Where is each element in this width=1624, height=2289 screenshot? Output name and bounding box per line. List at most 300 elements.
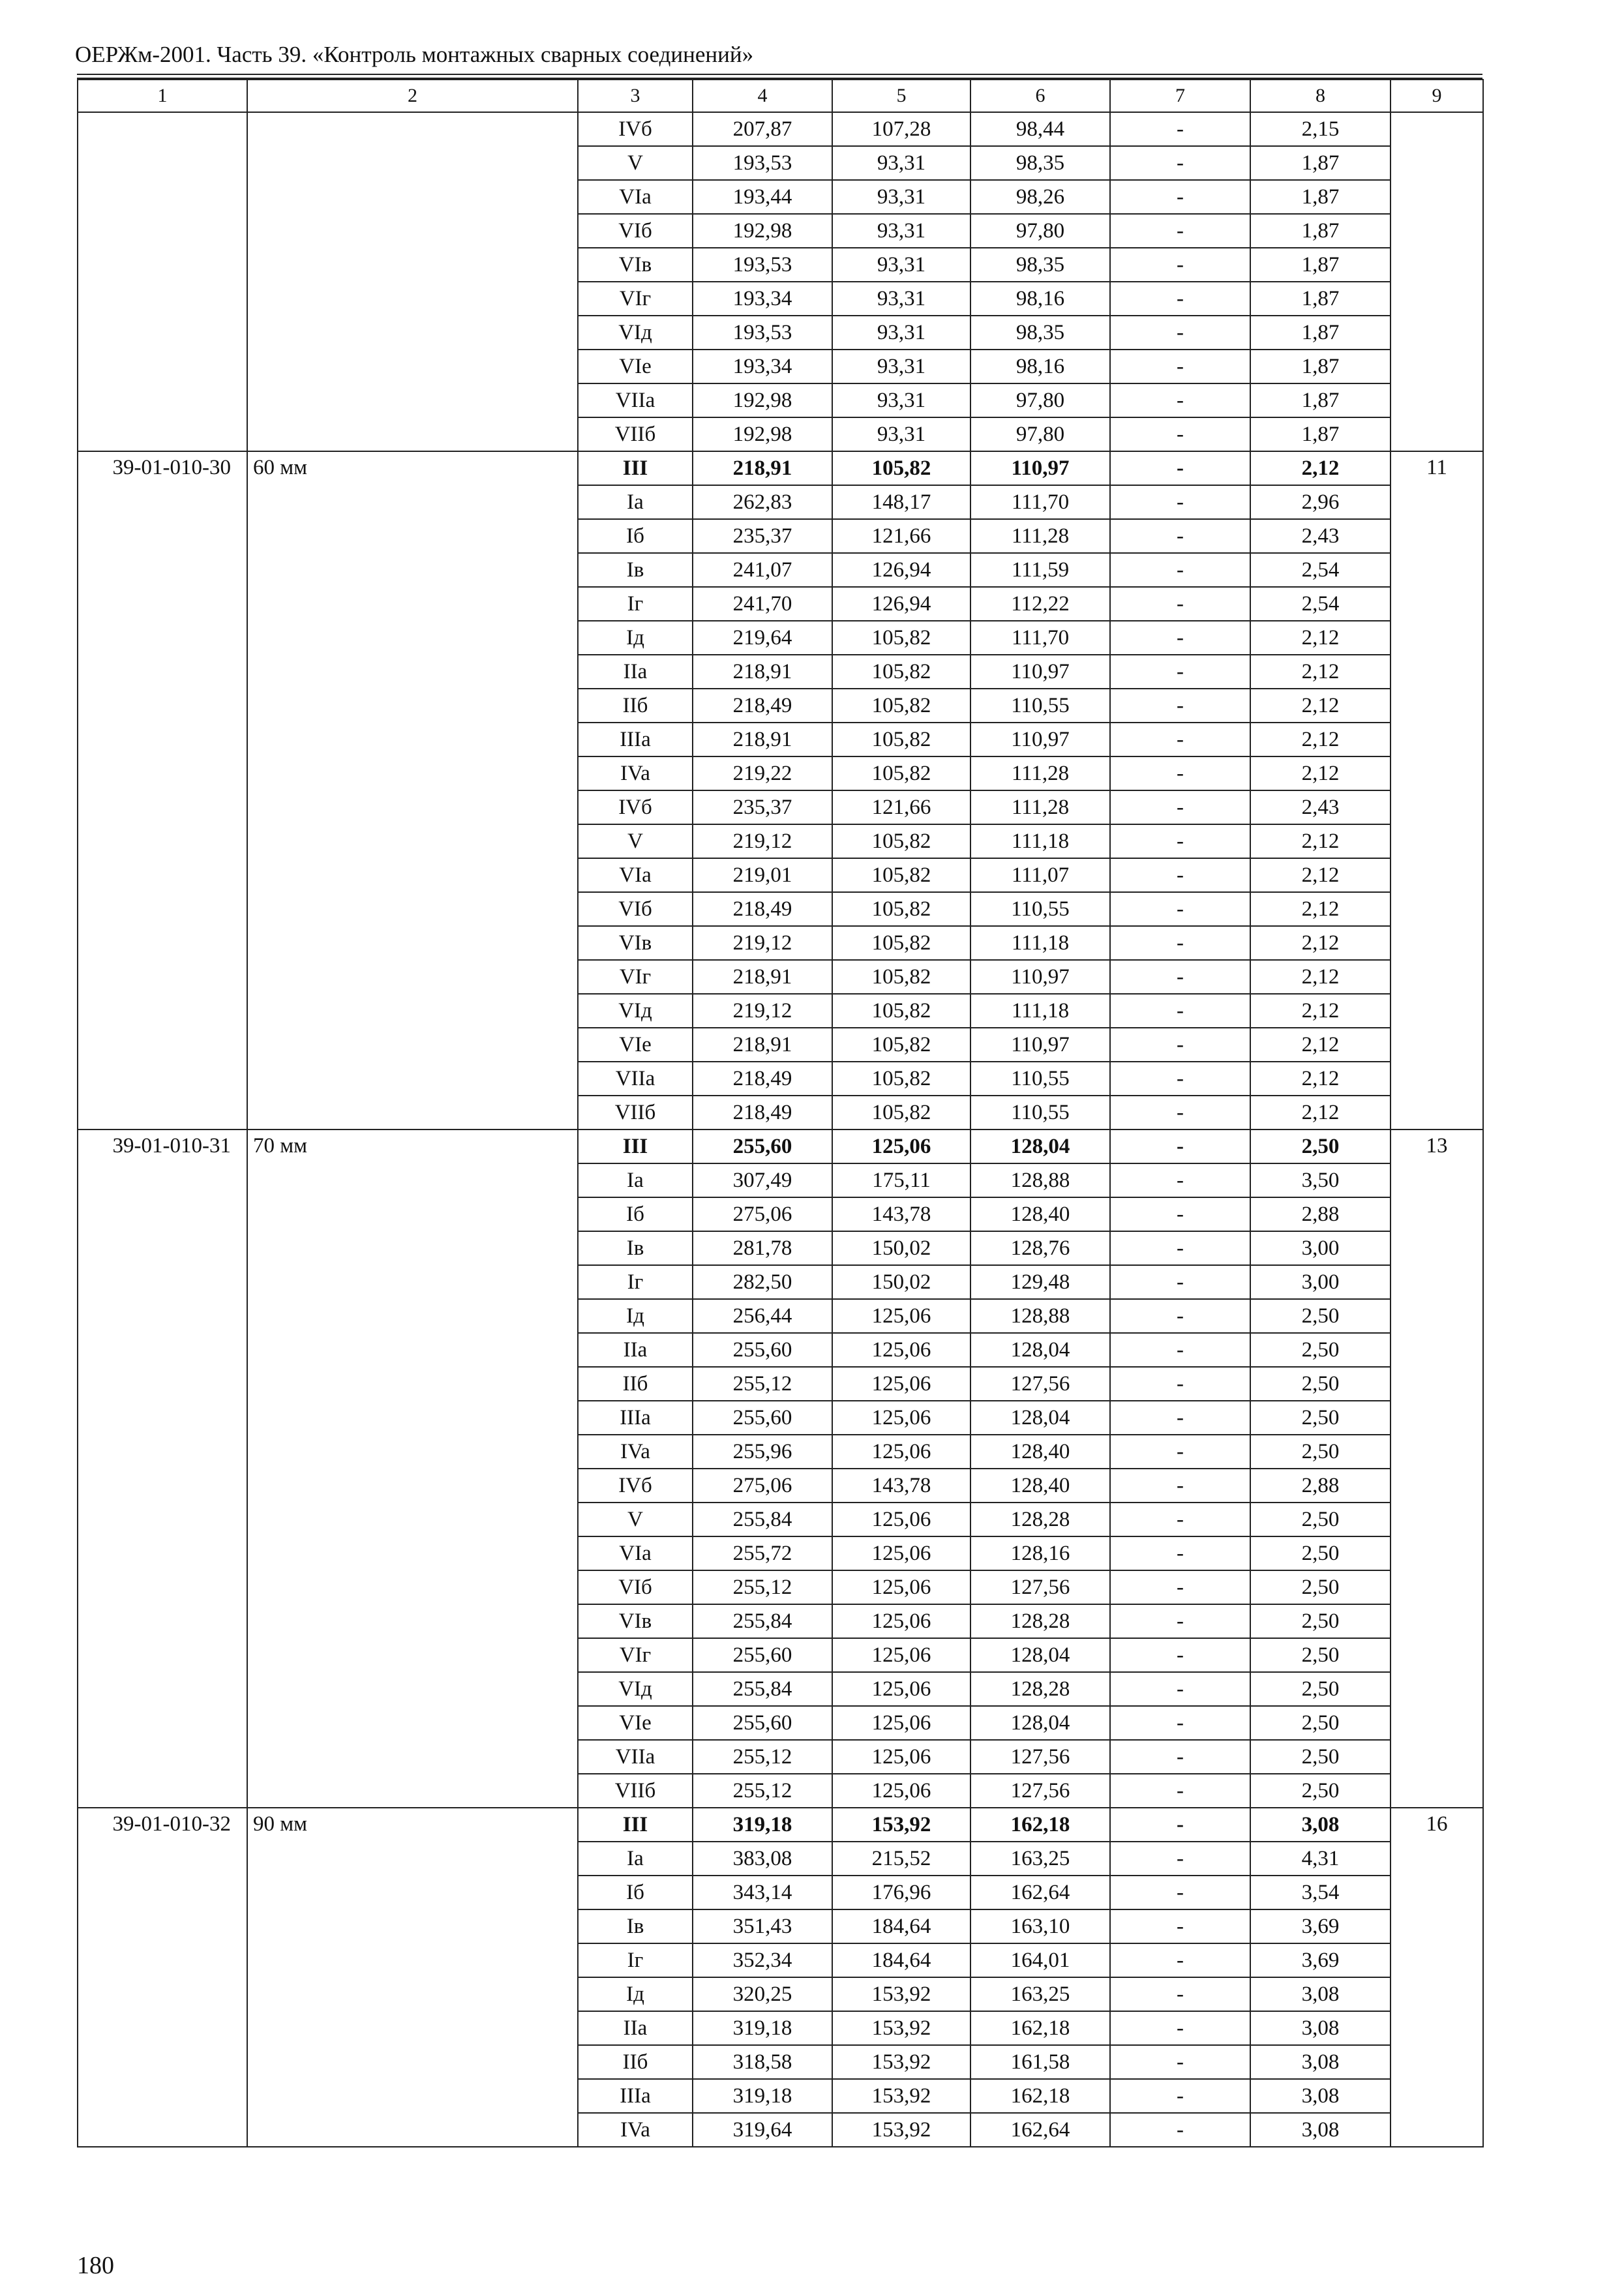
labor-cost-cell: 125,06 [832,1570,970,1604]
labor-cost-cell: 125,06 [832,1706,970,1740]
labor-cost-cell: 143,78 [832,1197,970,1231]
diameter-label: 90 мм [247,1808,578,2147]
machine-cost-cell: 110,55 [970,892,1110,926]
labor-hours-cell: 1,87 [1250,316,1391,350]
category-cell: VIe [578,1706,693,1740]
labor-hours-cell: 3,50 [1250,1163,1391,1197]
machine-cost-cell: 162,64 [970,2113,1110,2147]
rate-code [78,112,247,451]
category-cell: IVб [578,790,693,824]
category-cell: Iг [578,587,693,621]
category-cell: VIa [578,858,693,892]
table-body [78,80,1483,2147]
materials-cost-cell: - [1110,689,1250,723]
total-cost-cell: 219,22 [693,756,832,790]
category-cell: VIIa [578,1740,693,1774]
machine-cost-cell: 98,16 [970,350,1110,383]
category-cell: Ia [578,1163,693,1197]
labor-hours-cell: 2,54 [1250,587,1391,621]
category-cell: VIб [578,1570,693,1604]
labor-hours-cell: 3,08 [1250,2045,1391,2079]
labor-cost-cell: 125,06 [832,1604,970,1638]
materials-cost-cell: - [1110,2045,1250,2079]
labor-hours-cell: 2,50 [1250,1299,1391,1333]
labor-hours-cell: 2,50 [1250,1536,1391,1570]
header-rule-top [77,74,1482,75]
labor-cost-cell: 125,06 [832,1740,970,1774]
machine-cost-cell: 111,70 [970,485,1110,519]
column-number-9: 9 [1391,80,1483,112]
labor-cost-cell: 105,82 [832,621,970,655]
total-cost-cell: 255,12 [693,1740,832,1774]
total-cost-cell: 192,98 [693,214,832,248]
materials-cost-cell: - [1110,1096,1250,1130]
category-cell: VIIa [578,1062,693,1096]
total-cost-cell: 320,25 [693,1977,832,2011]
labor-cost-cell: 105,82 [832,1062,970,1096]
labor-hours-cell: 2,50 [1250,1401,1391,1435]
machine-cost-cell: 162,18 [970,2079,1110,2113]
labor-hours-cell: 1,87 [1250,180,1391,214]
total-cost-cell: 241,70 [693,587,832,621]
materials-cost-cell: - [1110,519,1250,553]
category-cell: IIa [578,655,693,689]
materials-cost-cell: - [1110,1197,1250,1231]
materials-cost-cell: - [1110,146,1250,180]
materials-cost-cell: - [1110,1638,1250,1672]
labor-hours-cell: 4,31 [1250,1842,1391,1876]
machine-cost-cell: 128,16 [970,1536,1110,1570]
total-cost-cell: 255,12 [693,1570,832,1604]
machine-cost-cell: 98,35 [970,248,1110,282]
labor-hours-cell: 2,50 [1250,1367,1391,1401]
materials-cost-cell: - [1110,587,1250,621]
weight-cell: 16 [1391,1808,1483,2147]
materials-cost-cell: - [1110,1570,1250,1604]
materials-cost-cell: - [1110,248,1250,282]
materials-cost-cell: - [1110,892,1250,926]
labor-cost-cell: 125,06 [832,1774,970,1808]
labor-cost-cell: 125,06 [832,1503,970,1536]
total-cost-cell: 218,49 [693,1062,832,1096]
total-cost-cell: 193,34 [693,350,832,383]
total-cost-cell: 193,53 [693,316,832,350]
labor-cost-cell: 148,17 [832,485,970,519]
machine-cost-cell: 110,97 [970,723,1110,756]
category-cell: Iг [578,1943,693,1977]
category-cell: VIIб [578,1096,693,1130]
category-cell: VIв [578,1604,693,1638]
machine-cost-cell: 97,80 [970,417,1110,451]
category-cell: VIe [578,1028,693,1062]
labor-cost-cell: 150,02 [832,1231,970,1265]
labor-hours-cell: 2,12 [1250,655,1391,689]
machine-cost-cell: 128,04 [970,1401,1110,1435]
materials-cost-cell: - [1110,1299,1250,1333]
labor-hours-cell: 2,50 [1250,1672,1391,1706]
labor-hours-cell: 1,87 [1250,383,1391,417]
materials-cost-cell: - [1110,1604,1250,1638]
materials-cost-cell: - [1110,451,1250,485]
materials-cost-cell: - [1110,1231,1250,1265]
materials-cost-cell: - [1110,1028,1250,1062]
labor-hours-cell: 2,12 [1250,689,1391,723]
labor-cost-cell: 125,06 [832,1130,970,1163]
machine-cost-cell: 97,80 [970,214,1110,248]
labor-hours-cell: 2,88 [1250,1197,1391,1231]
total-cost-cell: 218,49 [693,689,832,723]
machine-cost-cell: 110,97 [970,655,1110,689]
labor-cost-cell: 105,82 [832,689,970,723]
total-cost-cell: 218,49 [693,892,832,926]
machine-cost-cell: 111,18 [970,824,1110,858]
labor-hours-cell: 2,96 [1250,485,1391,519]
materials-cost-cell: - [1110,316,1250,350]
labor-hours-cell: 1,87 [1250,350,1391,383]
total-cost-cell: 281,78 [693,1231,832,1265]
labor-hours-cell: 2,50 [1250,1706,1391,1740]
page-number: 180 [77,2252,114,2279]
labor-hours-cell: 2,54 [1250,553,1391,587]
machine-cost-cell: 128,40 [970,1197,1110,1231]
materials-cost-cell: - [1110,621,1250,655]
machine-cost-cell: 128,88 [970,1163,1110,1197]
labor-cost-cell: 125,06 [832,1333,970,1367]
total-cost-cell: 255,96 [693,1435,832,1469]
category-cell: Iв [578,553,693,587]
total-cost-cell: 192,98 [693,383,832,417]
labor-cost-cell: 125,06 [832,1435,970,1469]
labor-hours-cell: 1,87 [1250,248,1391,282]
category-cell: VIв [578,248,693,282]
labor-cost-cell: 105,82 [832,994,970,1028]
category-cell: Iв [578,1231,693,1265]
labor-hours-cell: 2,43 [1250,790,1391,824]
labor-cost-cell: 121,66 [832,790,970,824]
labor-hours-cell: 2,12 [1250,1062,1391,1096]
labor-cost-cell: 176,96 [832,1876,970,1909]
category-cell: VIв [578,926,693,960]
column-number-8: 8 [1250,80,1391,112]
labor-hours-cell: 2,50 [1250,1130,1391,1163]
labor-hours-cell: 2,43 [1250,519,1391,553]
total-cost-cell: 255,60 [693,1130,832,1163]
machine-cost-cell: 112,22 [970,587,1110,621]
labor-cost-cell: 184,64 [832,1943,970,1977]
category-cell: IIб [578,1367,693,1401]
category-cell: IIa [578,2011,693,2045]
total-cost-cell: 219,12 [693,994,832,1028]
total-cost-cell: 255,60 [693,1333,832,1367]
weight-cell [1391,112,1483,451]
labor-hours-cell: 2,12 [1250,1096,1391,1130]
labor-hours-cell: 3,08 [1250,1977,1391,2011]
labor-cost-cell: 153,92 [832,2079,970,2113]
total-cost-cell: 275,06 [693,1197,832,1231]
machine-cost-cell: 128,40 [970,1469,1110,1503]
category-cell: Iв [578,1909,693,1943]
category-cell: VIд [578,994,693,1028]
labor-cost-cell: 93,31 [832,248,970,282]
rate-code: 39-01-010-32 [78,1808,247,2147]
machine-cost-cell: 163,25 [970,1842,1110,1876]
category-cell: VIe [578,350,693,383]
table-row [78,1808,1483,1842]
labor-cost-cell: 93,31 [832,282,970,316]
materials-cost-cell: - [1110,2113,1250,2147]
column-number-1: 1 [78,80,247,112]
labor-hours-cell: 1,87 [1250,417,1391,451]
labor-cost-cell: 125,06 [832,1638,970,1672]
machine-cost-cell: 98,35 [970,146,1110,180]
machine-cost-cell: 98,26 [970,180,1110,214]
materials-cost-cell: - [1110,485,1250,519]
rate-code: 39-01-010-31 [78,1130,247,1808]
machine-cost-cell: 128,28 [970,1604,1110,1638]
machine-cost-cell: 110,97 [970,451,1110,485]
column-number-7: 7 [1110,80,1250,112]
labor-hours-cell: 2,12 [1250,756,1391,790]
category-cell: Iб [578,1197,693,1231]
machine-cost-cell: 110,97 [970,960,1110,994]
materials-cost-cell: - [1110,1062,1250,1096]
category-cell: III [578,451,693,485]
diameter-label [247,112,578,451]
machine-cost-cell: 111,28 [970,756,1110,790]
materials-cost-cell: - [1110,1163,1250,1197]
materials-cost-cell: - [1110,1130,1250,1163]
labor-cost-cell: 107,28 [832,112,970,146]
column-number-row [78,80,1483,112]
total-cost-cell: 255,72 [693,1536,832,1570]
machine-cost-cell: 129,48 [970,1265,1110,1299]
page-header: ОЕРЖм-2001. Часть 39. «Контроль монтажных сварных соединений» [75,42,754,67]
total-cost-cell: 241,07 [693,553,832,587]
category-cell: VIa [578,1536,693,1570]
labor-hours-cell: 2,12 [1250,994,1391,1028]
machine-cost-cell: 127,56 [970,1367,1110,1401]
diameter-label: 70 мм [247,1130,578,1808]
category-cell: V [578,146,693,180]
machine-cost-cell: 98,44 [970,112,1110,146]
total-cost-cell: 219,12 [693,926,832,960]
labor-cost-cell: 125,06 [832,1672,970,1706]
materials-cost-cell: - [1110,1503,1250,1536]
labor-hours-cell: 3,08 [1250,2011,1391,2045]
labor-hours-cell: 2,50 [1250,1333,1391,1367]
machine-cost-cell: 111,18 [970,926,1110,960]
machine-cost-cell: 128,88 [970,1299,1110,1333]
labor-hours-cell: 2,15 [1250,112,1391,146]
materials-cost-cell: - [1110,824,1250,858]
machine-cost-cell: 127,56 [970,1570,1110,1604]
labor-cost-cell: 93,31 [832,146,970,180]
total-cost-cell: 193,53 [693,248,832,282]
total-cost-cell: 255,60 [693,1401,832,1435]
materials-cost-cell: - [1110,1774,1250,1808]
total-cost-cell: 219,12 [693,824,832,858]
total-cost-cell: 319,18 [693,2011,832,2045]
materials-cost-cell: - [1110,1435,1250,1469]
machine-cost-cell: 163,10 [970,1909,1110,1943]
machine-cost-cell: 128,76 [970,1231,1110,1265]
category-cell: IVб [578,1469,693,1503]
labor-cost-cell: 105,82 [832,1028,970,1062]
total-cost-cell: 352,34 [693,1943,832,1977]
total-cost-cell: 255,60 [693,1638,832,1672]
labor-hours-cell: 3,08 [1250,2113,1391,2147]
column-number-5: 5 [832,80,970,112]
machine-cost-cell: 97,80 [970,383,1110,417]
machine-cost-cell: 162,18 [970,2011,1110,2045]
labor-cost-cell: 93,31 [832,383,970,417]
materials-cost-cell: - [1110,1672,1250,1706]
labor-cost-cell: 93,31 [832,316,970,350]
category-cell: Ia [578,485,693,519]
total-cost-cell: 218,91 [693,1028,832,1062]
labor-hours-cell: 3,69 [1250,1909,1391,1943]
total-cost-cell: 307,49 [693,1163,832,1197]
total-cost-cell: 193,44 [693,180,832,214]
materials-cost-cell: - [1110,2011,1250,2045]
machine-cost-cell: 110,97 [970,1028,1110,1062]
labor-cost-cell: 125,06 [832,1401,970,1435]
category-cell: Iб [578,1876,693,1909]
machine-cost-cell: 127,56 [970,1740,1110,1774]
machine-cost-cell: 98,35 [970,316,1110,350]
category-cell: III [578,1808,693,1842]
total-cost-cell: 219,01 [693,858,832,892]
category-cell: Iд [578,1299,693,1333]
labor-cost-cell: 175,11 [832,1163,970,1197]
labor-hours-cell: 3,00 [1250,1231,1391,1265]
total-cost-cell: 192,98 [693,417,832,451]
labor-cost-cell: 105,82 [832,960,970,994]
total-cost-cell: 255,84 [693,1672,832,1706]
labor-hours-cell: 2,50 [1250,1774,1391,1808]
column-number-4: 4 [693,80,832,112]
materials-cost-cell: - [1110,655,1250,689]
materials-cost-cell: - [1110,756,1250,790]
category-cell: IIIa [578,1401,693,1435]
diameter-label: 60 мм [247,451,578,1130]
machine-cost-cell: 164,01 [970,1943,1110,1977]
category-cell: Ia [578,1842,693,1876]
total-cost-cell: 193,53 [693,146,832,180]
labor-cost-cell: 153,92 [832,2011,970,2045]
total-cost-cell: 218,91 [693,451,832,485]
total-cost-cell: 319,18 [693,2079,832,2113]
total-cost-cell: 219,64 [693,621,832,655]
materials-cost-cell: - [1110,790,1250,824]
labor-cost-cell: 126,94 [832,553,970,587]
materials-cost-cell: - [1110,282,1250,316]
category-cell: IIб [578,2045,693,2079]
labor-hours-cell: 2,12 [1250,960,1391,994]
machine-cost-cell: 111,59 [970,553,1110,587]
machine-cost-cell: 128,28 [970,1672,1110,1706]
materials-cost-cell: - [1110,180,1250,214]
labor-cost-cell: 105,82 [832,858,970,892]
materials-cost-cell: - [1110,1842,1250,1876]
materials-cost-cell: - [1110,1536,1250,1570]
total-cost-cell: 235,37 [693,519,832,553]
category-cell: IIa [578,1333,693,1367]
machine-cost-cell: 127,56 [970,1774,1110,1808]
labor-hours-cell: 2,12 [1250,824,1391,858]
labor-hours-cell: 1,87 [1250,146,1391,180]
table-row [78,112,1483,146]
labor-hours-cell: 3,69 [1250,1943,1391,1977]
machine-cost-cell: 128,28 [970,1503,1110,1536]
category-cell: IIIa [578,723,693,756]
rate-code: 39-01-010-30 [78,451,247,1130]
labor-hours-cell: 2,50 [1250,1435,1391,1469]
labor-hours-cell: 2,12 [1250,723,1391,756]
materials-cost-cell: - [1110,1367,1250,1401]
category-cell: VIг [578,960,693,994]
materials-cost-cell: - [1110,1740,1250,1774]
machine-cost-cell: 98,16 [970,282,1110,316]
total-cost-cell: 218,91 [693,655,832,689]
column-number-2: 2 [247,80,578,112]
labor-cost-cell: 125,06 [832,1536,970,1570]
materials-cost-cell: - [1110,1333,1250,1367]
labor-hours-cell: 2,50 [1250,1570,1391,1604]
labor-hours-cell: 2,12 [1250,1028,1391,1062]
category-cell: IVa [578,2113,693,2147]
materials-cost-cell: - [1110,1808,1250,1842]
category-cell: VIд [578,1672,693,1706]
labor-cost-cell: 215,52 [832,1842,970,1876]
total-cost-cell: 319,64 [693,2113,832,2147]
materials-cost-cell: - [1110,417,1250,451]
labor-hours-cell: 2,50 [1250,1740,1391,1774]
labor-hours-cell: 2,12 [1250,858,1391,892]
total-cost-cell: 343,14 [693,1876,832,1909]
total-cost-cell: 318,58 [693,2045,832,2079]
labor-cost-cell: 105,82 [832,723,970,756]
category-cell: VIб [578,892,693,926]
machine-cost-cell: 110,55 [970,689,1110,723]
labor-hours-cell: 2,12 [1250,926,1391,960]
labor-hours-cell: 2,12 [1250,892,1391,926]
labor-cost-cell: 184,64 [832,1909,970,1943]
category-cell: IVa [578,756,693,790]
category-cell: VIIa [578,383,693,417]
category-cell: IIIa [578,2079,693,2113]
labor-hours-cell: 1,87 [1250,282,1391,316]
machine-cost-cell: 163,25 [970,1977,1110,2011]
total-cost-cell: 235,37 [693,790,832,824]
total-cost-cell: 282,50 [693,1265,832,1299]
column-number-6: 6 [970,80,1110,112]
materials-cost-cell: - [1110,1909,1250,1943]
total-cost-cell: 255,60 [693,1706,832,1740]
category-cell: VIг [578,282,693,316]
labor-cost-cell: 105,82 [832,451,970,485]
category-cell: IVa [578,1435,693,1469]
weight-cell: 13 [1391,1130,1483,1808]
category-cell: III [578,1130,693,1163]
total-cost-cell: 207,87 [693,112,832,146]
materials-cost-cell: - [1110,1876,1250,1909]
weight-cell: 11 [1391,451,1483,1130]
total-cost-cell: 218,91 [693,723,832,756]
materials-cost-cell: - [1110,1943,1250,1977]
category-cell: V [578,1503,693,1536]
total-cost-cell: 255,84 [693,1503,832,1536]
